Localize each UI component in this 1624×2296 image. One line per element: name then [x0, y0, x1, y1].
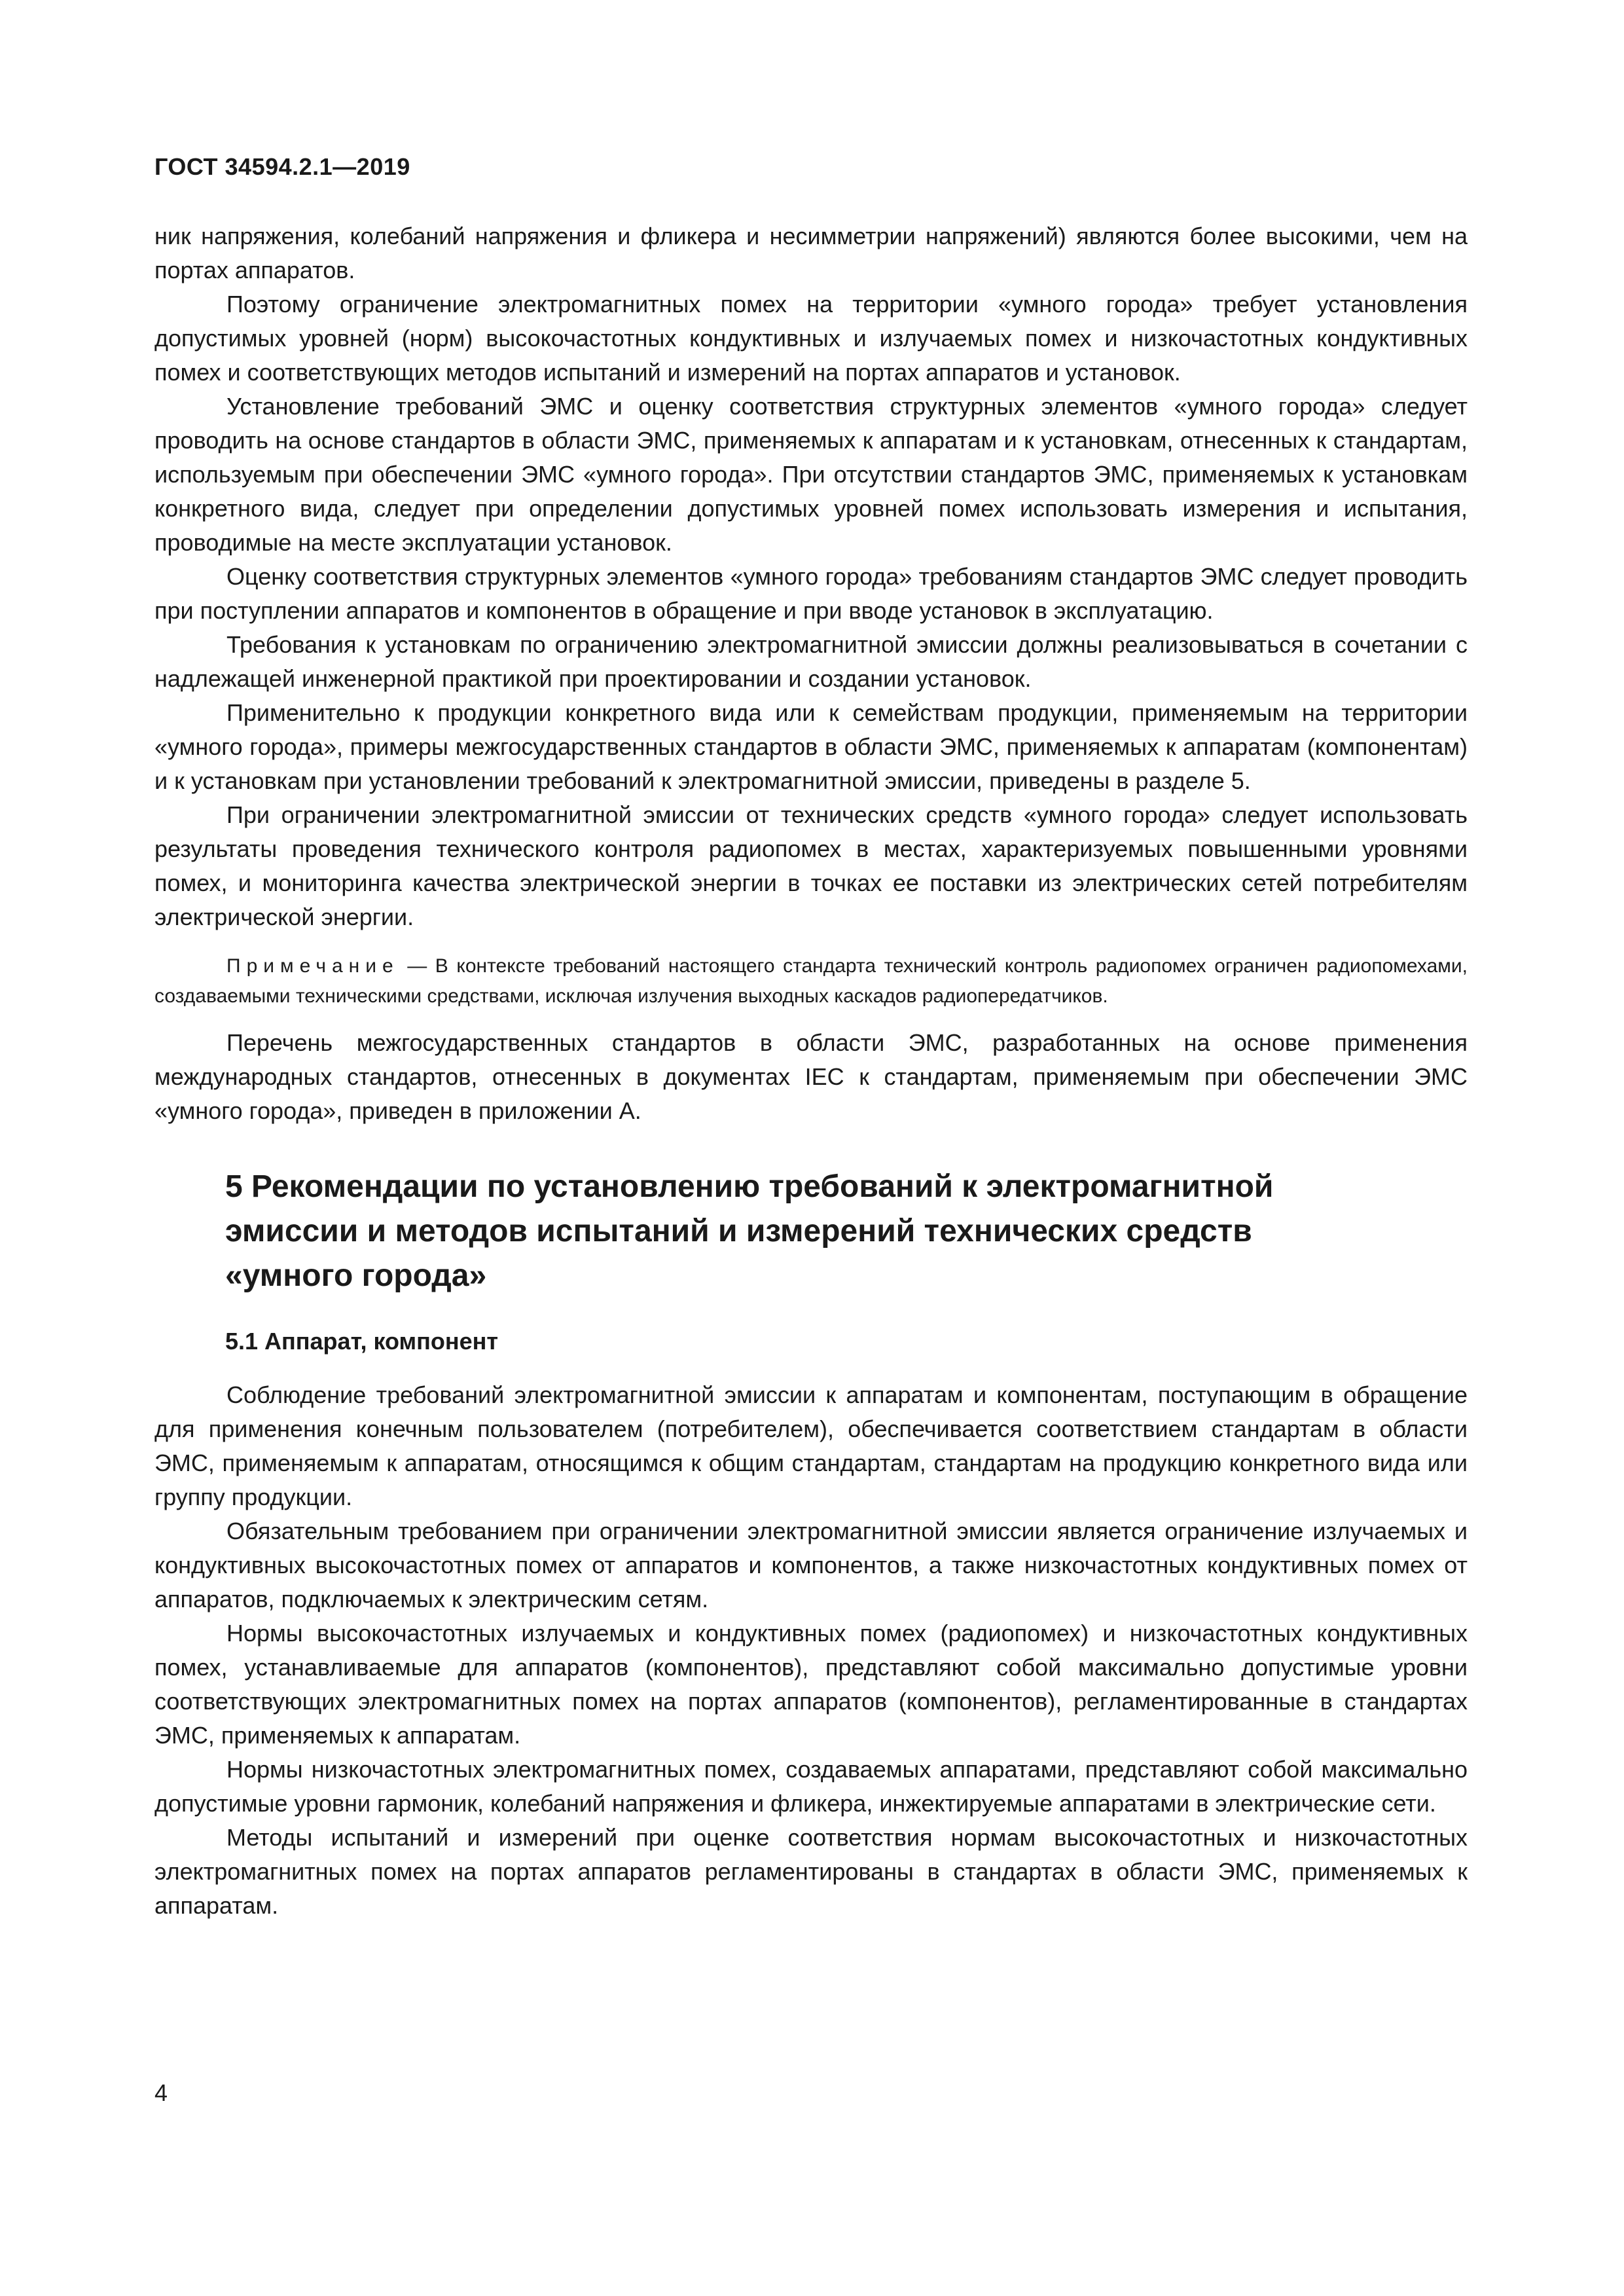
- section-heading: [154, 1165, 1468, 1298]
- paragraph: Методы испытаний и измерений при оценке соответствия нормам высокочастотных и низкочастотных электромагнитных помех на портах аппаратов регламентированы в стандартах в области ЭМС, применяемых к аппаратам.: [154, 1824, 1468, 1919]
- section-heading-line: эмиссии и методов испытаний и измерений технических средств: [225, 1214, 1252, 1248]
- note: [154, 951, 1468, 1011]
- paragraph: Нормы высокочастотных излучаемых и кондуктивных помех (радиопомех) и низкочастотных кондуктивных помех, устанавливаемые для аппаратов (компонентов), представляют собой максимально допустимые уровни соответствующих электромагнитных помех на портах аппаратов (компонентов), регламентированные в стандартах ЭМС, применяемых к аппаратам.: [154, 1620, 1468, 1749]
- paragraph: Обязательным требованием при ограничении электромагнитной эмиссии является ограничение излучаемых и кондуктивных высокочастотных помех от аппаратов и компонентов, а также низкочастотных кондуктивных помех от аппаратов, подключаемых к электрическим сетям.: [154, 1518, 1468, 1613]
- paragraph: Перечень межгосударственных стандартов в области ЭМС, разработанных на основе применения международных стандартов, отнесенных в документах IEC к стандартам, применяемым при обеспечении ЭМС «умного города», приведен в приложении А.: [154, 1029, 1468, 1124]
- paragraph: Поэтому ограничение электромагнитных помех на территории «умного города» требует установления допустимых уровней (норм) высокочастотных кондуктивных и излучаемых помех и низкочастотных кондуктивных помех и соответствующих методов испытаний и измерений на портах аппаратов и установок.: [154, 291, 1468, 386]
- document-header: ГОСТ 34594.2.1—2019: [154, 153, 410, 180]
- paragraph: Требования к установкам по ограничению электромагнитной эмиссии должны реализовываться в сочетании с надлежащей инженерной практикой при проектировании и создании установок.: [154, 631, 1468, 692]
- note-label: Примечание: [226, 955, 399, 977]
- paragraph: Установление требований ЭМС и оценку соответствия структурных элементов «умного города» следует проводить на основе стандартов в области ЭМС, применяемых к аппаратам и к установкам, отнесенных к стандартам, используемым при обеспечении ЭМС «умного города». При отсутствии стандартов ЭМС, применяемых к установкам конкретного вида, следует при определении допустимых уровней помех использовать измерения и испытания, проводимые на месте эксплуатации установок.: [154, 393, 1468, 556]
- page-content: [154, 219, 1468, 1923]
- note-text: — В контексте требований настоящего стандарта технический контроль радиопомех ограничен радиопомехами, создаваемыми техническими средствами, исключая излучения выходных каскадов радиопередатчиков.: [154, 955, 1468, 1007]
- paragraph: Применительно к продукции конкретного вида или к семействам продукции, применяемым на территории «умного города», примеры межгосударственных стандартов в области ЭМС, применяемых к аппаратам (компонентам) и к установкам при установлении требований к электромагнитной эмиссии, приведены в разделе 5.: [154, 699, 1468, 794]
- subsection-heading: 5.1 Аппарат, компонент: [225, 1328, 499, 1355]
- paragraph: При ограничении электромагнитной эмиссии от технических средств «умного города» следует использовать результаты проведения технического контроля радиопомех в местах, характеризуемых повышенными уровнями помех, и мониторинга качества электрической энергии в точках ее поставки из электрических сетей потребителям электрической энергии.: [154, 801, 1468, 930]
- section-heading-line: «умного города»: [225, 1258, 487, 1293]
- paragraph: Оценку соответствия структурных элементов «умного города» требованиям стандартов ЭМС следует проводить при поступлении аппаратов и компонентов в обращение и при вводе установок в эксплуатацию.: [154, 563, 1468, 624]
- page-number: 4: [154, 2079, 168, 2106]
- paragraph: Нормы низкочастотных электромагнитных помех, создаваемых аппаратами, представляют собой максимально допустимые уровни гармоник, колебаний напряжения и фликера, инжектируемые аппаратами в электрические сети.: [154, 1756, 1468, 1817]
- paragraph: ник напряжения, колебаний напряжения и фликера и несимметрии напряжений) являются более высокими, чем на портах аппаратов.: [154, 223, 1468, 283]
- section-heading-line: 5 Рекомендации по установлению требований к электромагнитной: [225, 1169, 1274, 1204]
- paragraph: Соблюдение требований электромагнитной эмиссии к аппаратам и компонентам, поступающим в обращение для применения конечным пользователем (потребителем), обеспечивается соответствием стандартам в области ЭМС, применяемым к аппаратам, относящимся к общим стандартам, стандартам на продукцию конкретного вида или группу продукции.: [154, 1381, 1468, 1510]
